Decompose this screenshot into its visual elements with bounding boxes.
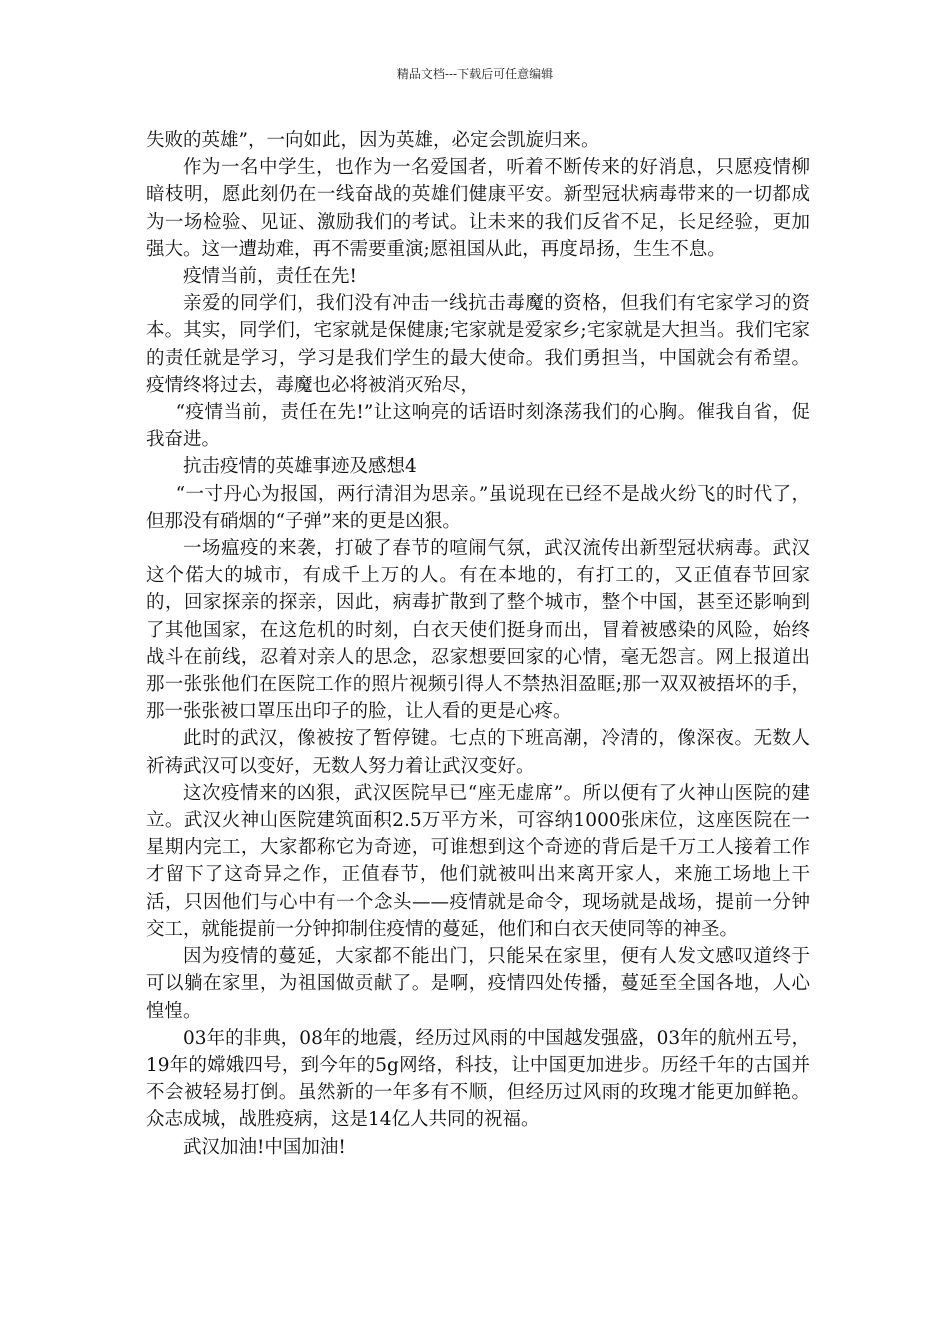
section-title: 抗击疫情的英雄事迹及感想4 (183, 456, 417, 478)
page-header: 精品文档---下载后可任意编辑 (396, 67, 554, 81)
paragraph-china-progress: 03年的非典，08年的地震，经历过风雨的中国越发强盛，03年的航州五号，19年的嫦娥四号，到今年的5g网络，科技，让中国更加进步。历经千年的古国并不会被轻易打倒。虽然新的一年多有不顺，但经历过风雨的玫瑰才能更加鲜艳。众志成城，战胜疫病，这是14亿人共同的祝福。 (146, 1027, 810, 1131)
paragraph-classmates: 亲爱的同学们，我们没有冲击一线抗击毒魔的资格，但我们有宅家学习的资本。其实，同学们，宅家就是保健康;宅家就是爱家乡;宅家就是大担当。我们宅家的责任就是学习，学习是我们学生的最大使命。我们勇担当，中国就会有希望。疫情终将过去，毒魔也必将被消灭殆尽， (146, 293, 810, 396)
paragraph-huoshenshan: 这次疫情来的凶狠，武汉医院早已“座无虚席”。所以便有了火神山医院的建立。武汉火神山医院建筑面积2.5万平方米，可容纳1000张床位，这座医院在一星期内完工，大家都称它为奇迹，可谁想到这个奇迹的背后是千万工人接着工作才留下了这奇异之作，正值春节，他们就被叫出来离开家人，来施工场地上干活，只因他们与心中有一个念头——疫情就是命令，现场就是战场，提前一分钟交工，就能提前一分钟抑制住疫情的蔓延，他们和白衣天使同等的神圣。 (146, 782, 810, 940)
paragraph-continuation: 失败的英雄”，一向如此，因为英雄，必定会凯旋归来。 (146, 130, 600, 151)
paragraph-stay-home: 因为疫情的蔓延，大家都不能出门，只能呆在家里，便有人发文感叹道终于可以躺在家里，为祖国做贡献了。是啊，疫情四处传播，蔓延至全国各地，人心惶惶。 (146, 946, 810, 1022)
paragraph-student-wish: 作为一名中学生，也作为一名爱国者，听着不断传来的好消息，只愿疫情柳暗枝明，愿此刻仍在一线奋战的英雄们健康平安。新型冠状病毒带来的一切都成为一场检验、见证、激励我们的考试。让未来的我们反省不足，长足经验，更加强大。这一遭劫难，再不需要重演;愿祖国从此，再度昂扬，生生不息。 (146, 157, 810, 260)
paragraph-closing: 武汉加油!中国加油! (183, 1136, 346, 1158)
paragraph-slogan-echo: “疫情当前，责任在先!”让这响亮的话语时刻涤荡我们的心胸。催我自省，促我奋进。 (146, 402, 810, 451)
document-body (146, 127, 810, 1161)
paragraph-poem: “一寸丹心为报国，两行清泪为思亲。”虽说现在已经不是战火纷飞的时代了，但那没有硝烟的“子弹”来的更是凶狠。 (146, 483, 810, 532)
paragraph-outbreak: 一场瘟疫的来袭，打破了春节的喧闹气氛，武汉流传出新型冠状病毒。武汉这个偌大的城市，有成千上万的人。有在本地的，有打工的，又正值春节回家的，回家探亲的探亲，因此，病毒扩散到了整个城市，整个中国，甚至还影响到了其他国家，在这危机的时刻，白衣天使们挺身而出，冒着被感染的风险，始终战斗在前线，忍着对亲人的思念，忍家想要回家的心情，毫无怨言。网上报道出那一张张他们在医院工作的照片视频引得人不禁热泪盈眶;那一双双被捂坏的手，那一张张被口罩压出印子的脸，让人看的更是心疼。 (146, 538, 810, 723)
paragraph-slogan: 疫情当前，责任在先! (183, 266, 357, 288)
paragraph-wuhan-pause: 此时的武汉，像被按了暂停键。七点的下班高潮，冷清的，像深夜。无数人祈祷武汉可以变好，无数人努力着让武汉变好。 (146, 728, 810, 777)
